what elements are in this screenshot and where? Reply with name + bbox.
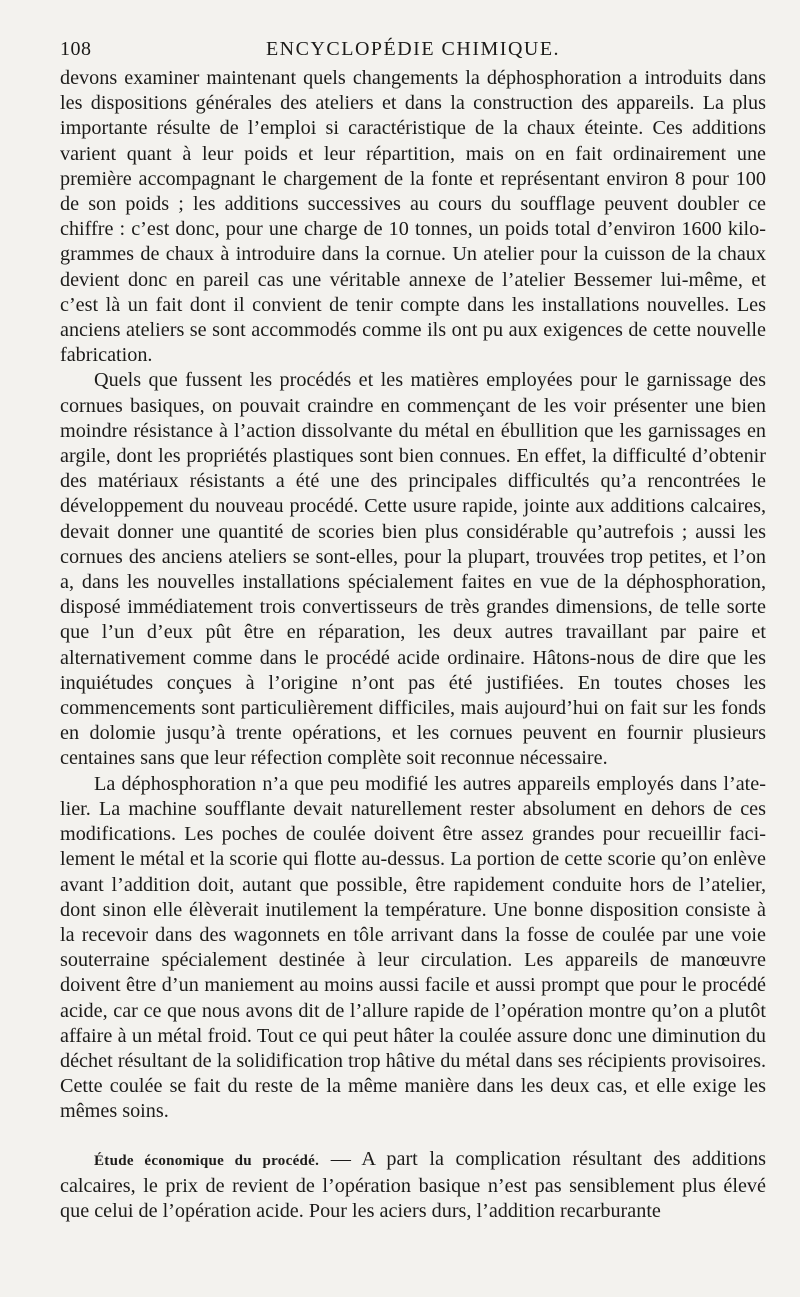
section-text: — A part la complication résultant des additions calcaires, le prix de revient de l’opération basique n’est pas sensiblement plus élevé que celui de l’opération acide. Pour les aciers durs, l’addition recarburante (60, 1147, 767, 1222)
section-paragraph (60, 1147, 766, 1225)
running-title: ENCYCLOPÉDIE CHIMIQUE. (265, 38, 561, 60)
page-number: 108 (60, 38, 92, 60)
paragraph-continuation: devons examiner maintenant quels changements la déphosphoration a introduits dans les dispositions générales des ateliers et dans la construction des appareils. La plus importante résulte de l’emploi si caractéristique de la chaux éteinte. Ces additions varient quant à leur poids et leur répartition, mais on en fait ordinairement une première accompagnant le chargement de la fonte et représentant environ 8 pour 100 de son poids ; les additions successives au cours du soufflage peuvent doubler ce chiffre : c’est donc, pour une charge de 10 tonnes, un poids total d’environ 1600 kilogrammes de chaux à introduire dans la cornue. Un atelier pour la cuisson de la chaux devient donc en pareil cas une véritable annexe de l’atelier Bessemer lui-même, et c’est là un fait dont il convient de tenir compte dans les installations nouvelles. Les anciens ateliers se sont accommodés comme ils ont pu aux exigences de cette nouvelle fabrication. (60, 67, 766, 367)
paragraph-cornue-linings: Quels que fussent les procédés et les matières employées pour le garnissage des cornues basiques, on pouvait craindre en commençant de les voir présenter une bien moindre résistance à l’action dissolvante du métal en ébullition que les garnissages en argile, dont les propriétés plastiques sont bien connues. En effet, la difficulté d’obtenir des matériaux résistants a été une des principales difficultés qu’a rencontrées le développement du nouveau procédé. Cette usure rapide, jointe aux additions calcaires, devait donner une quantité de scories bien plus considérable qu’autrefois ; aussi les cornues des anciens ateliers se sont-elles, pour la plupart, trouvées trop petites, et l’on a, dans les nouvelles installations spécialement faites en vue de la déphosphoration, disposé immédiatement trois convertisseurs de très grandes dimensions, de telle sorte que l’un d’eux pût être en réparation, les deux autres travaillant par paire et alternativement comme dans le procédé acide ordinaire. Hâtons-nous de dire que les inquiétudes conçues à l’origine n’ont pas été justifiées. En toutes choses les commencements sont particulièrement difficiles, mais aujourd’hui on fait sur les fonds en dolomie jusqu’à trente opérations, et les cornues peuvent en fournir plusieurs centaines sans que leur réfection complète soit reconnue nécessaire. (60, 369, 766, 770)
section-heading: Étude économique du procédé. (94, 1152, 320, 1169)
paragraph-other-apparatus: La déphosphoration n’a que peu modifié les autres appareils employés dans l’atelier. La machine soufflante devait naturellement rester absolument en dehors de ces modifications. Les poches de coulée doivent être assez grandes pour recueillir facilement le métal et la scorie qui flotte au-dessus. La portion de cette scorie qu’on enlève avant l’addition doit, autant que possible, être rapidement conduite hors de l’atelier, dont sinon elle élèverait inutilement la température. Une bonne disposition consiste à la recevoir dans des wagonnets en tôle arrivant dans la fosse de coulée par une voie souterraine spécialement destinée à leur circulation. Les appareils de manœuvre doivent être d’un maniement au moins aussi facile et aussi prompt que pour le procédé acide, car ce que nous avons dit de l’allure rapide de l’opération montre qu’on a plutôt affaire à un métal froid. Tout ce qui peut hâter la coulée assure donc une diminution du déchet résultant de la solidification trop hâtive du métal dans ses récipients provisoires. Cette coulée se fait du reste de la même manière dans les deux cas, et elle exige les mêmes soins. (60, 772, 766, 1123)
page-header (60, 38, 766, 64)
page-body (60, 66, 766, 1224)
